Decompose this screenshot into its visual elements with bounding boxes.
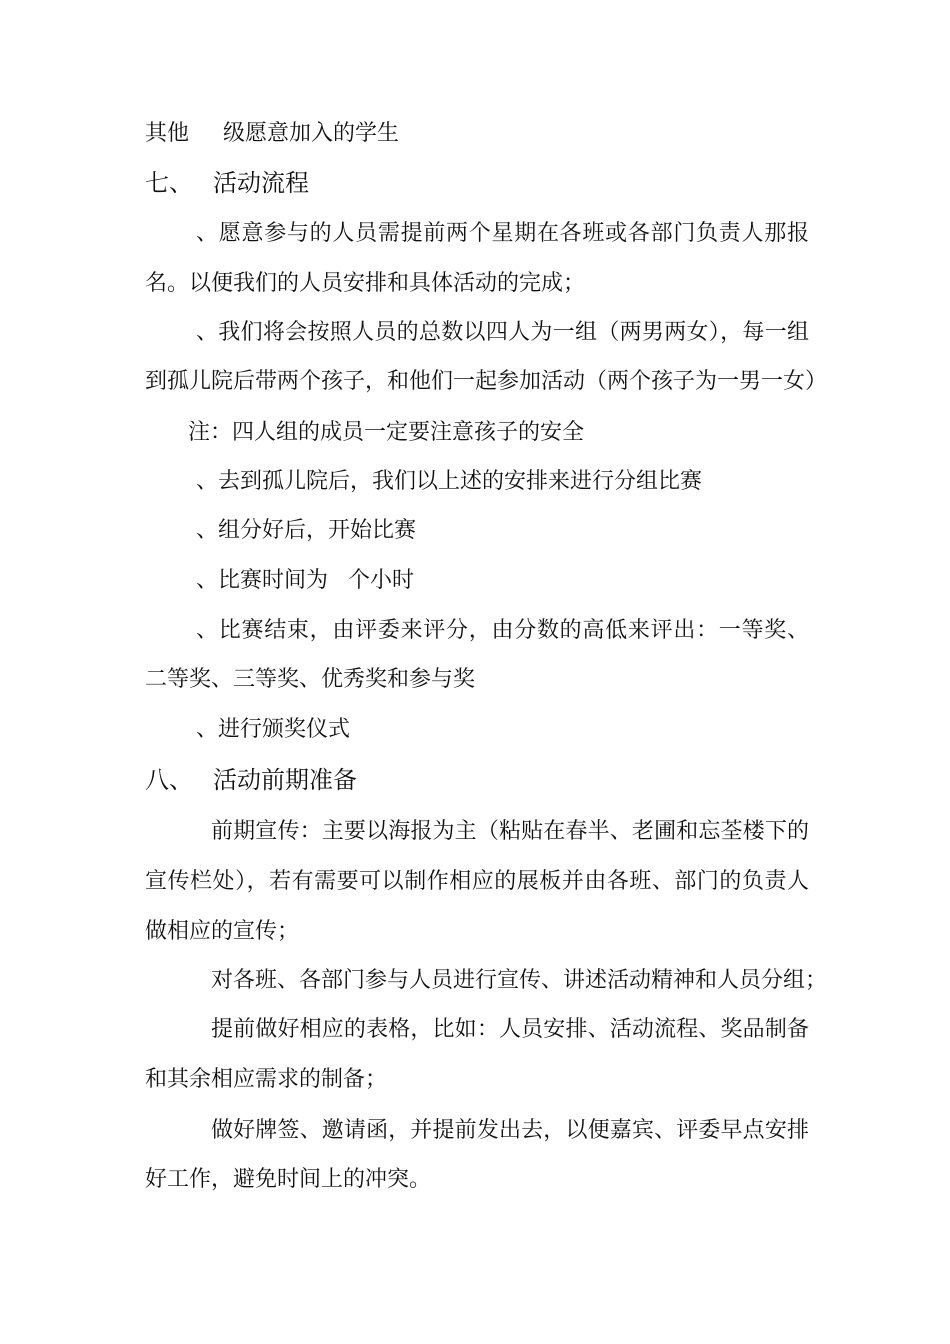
section-heading-7 bbox=[145, 168, 825, 198]
prep-paragraph-3-line-1: 提前做好相应的表格，比如：人员安排、活动流程、奖品制备 bbox=[211, 1017, 809, 1042]
flow-paragraph-2-line-2: 到孤儿院后带两个孩子，和他们一起参加活动（两个孩子为一男一女） bbox=[145, 369, 828, 394]
section-title: 活动流程 bbox=[213, 169, 309, 197]
prep-paragraph-2: 对各班、各部门参与人员进行宣传、讲述活动精神和人员分组； bbox=[211, 968, 828, 993]
flow-paragraph-1-line-2: 名。以便我们的人员安排和具体活动的完成； bbox=[145, 271, 586, 296]
prep-paragraph-1-line-1: 前期宣传：主要以海报为主（粘贴在春半、老圃和忘荃楼下的 bbox=[211, 819, 809, 844]
prep-paragraph-4-line-2: 好工作，避免时间上的冲突。 bbox=[145, 1167, 432, 1192]
flow-paragraph-2-line-1: 、我们将会按照人员的总数以四人为一组（两男两女），每一组 bbox=[196, 320, 809, 345]
participants-text: 级愿意加入的学生 bbox=[223, 121, 400, 146]
prep-paragraph-4-line-1: 做好牌签、邀请函，并提前发出去，以便嘉宾、评委早点安排 bbox=[211, 1118, 809, 1143]
flow-step-6-line-2: 二等奖、三等奖、优秀奖和参与奖 bbox=[145, 667, 476, 692]
prep-paragraph-1-line-2: 宣传栏处），若有需要可以制作相应的展板并由各班、部门的负责人 bbox=[145, 869, 809, 894]
section-title: 活动前期准备 bbox=[213, 766, 357, 794]
flow-step-7: 、进行颁奖仪式 bbox=[196, 717, 351, 742]
participants-line bbox=[145, 119, 825, 149]
safety-note: 注：四人组的成员一定要注意孩子的安全 bbox=[188, 420, 585, 445]
competition-time-unit: 个小时 bbox=[348, 568, 415, 593]
competition-time-label: 、比赛时间为 bbox=[196, 568, 329, 593]
section-heading-8 bbox=[145, 765, 825, 795]
prep-paragraph-3-line-2: 和其余相应需求的制备； bbox=[145, 1067, 388, 1092]
section-number: 八、 bbox=[145, 766, 193, 794]
flow-paragraph-1-line-1: 、愿意参与的人员需提前两个星期在各班或各部门负责人那报 bbox=[196, 221, 809, 246]
flow-step-5 bbox=[196, 566, 876, 596]
flow-step-3: 、去到孤儿院后，我们以上述的安排来进行分组比赛 bbox=[196, 469, 703, 494]
section-number: 七、 bbox=[145, 169, 193, 197]
flow-step-4: 、组分好后，开始比赛 bbox=[196, 518, 417, 543]
prep-paragraph-1-line-3: 做相应的宣传； bbox=[145, 919, 300, 944]
participants-prefix: 其他 bbox=[145, 121, 190, 146]
flow-step-6-line-1: 、比赛结束，由评委来评分，由分数的高低来评出：一等奖、 bbox=[196, 618, 809, 643]
